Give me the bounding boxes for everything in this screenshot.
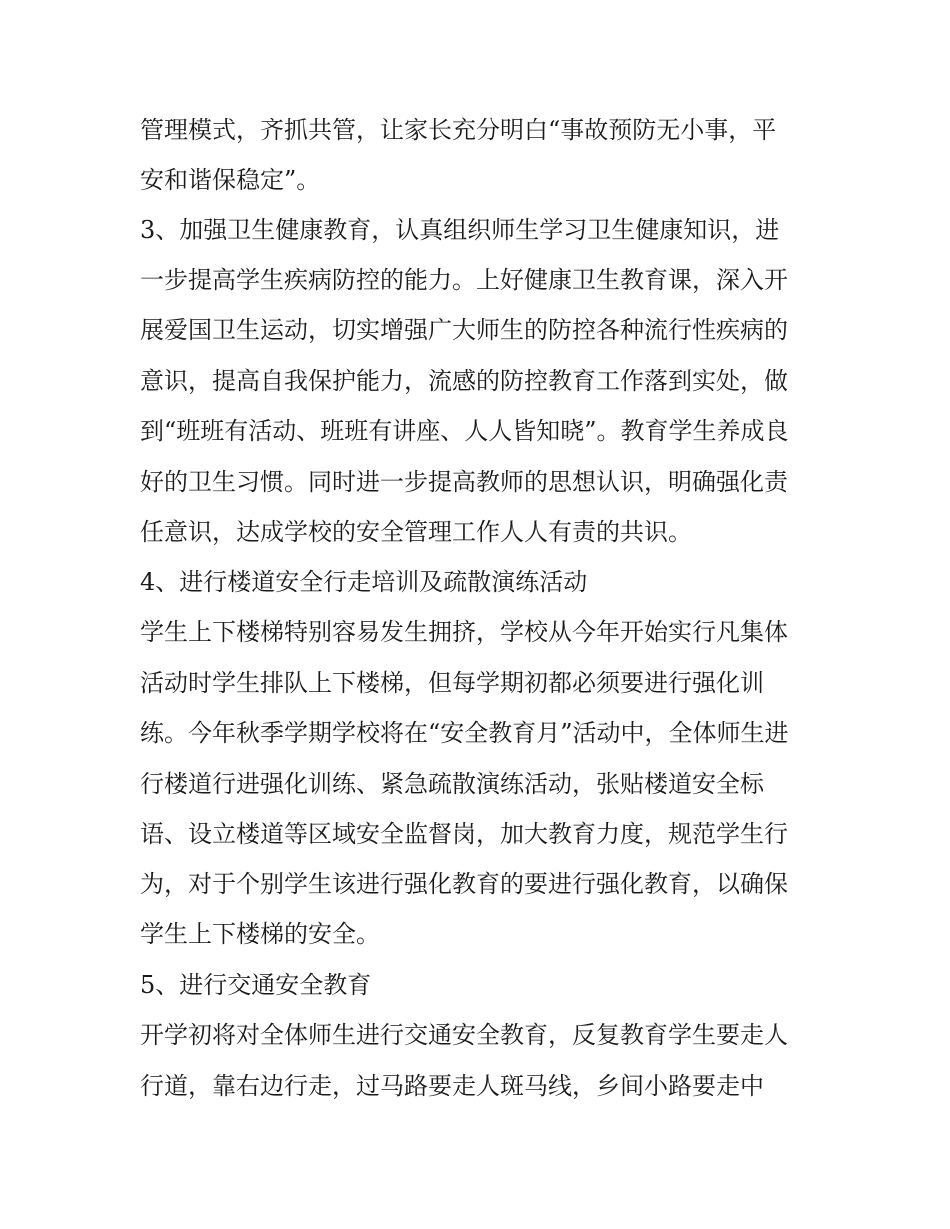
text-line: 行楼道行进强化训练、紧急疏散演练活动，张贴楼道安全标: [140, 770, 764, 798]
text-line: 活动时学生排队上下楼梯，但每学期初都必须要进行强化训: [140, 669, 764, 697]
text-line: 管理模式，齐抓共管，让家长充分明白“事故预防无小事，平: [140, 116, 777, 144]
text-line: 学生上下楼梯的安全。: [140, 920, 380, 948]
text-line: 语、设立楼道等区域安全监督岗，加大教育力度，规范学生行: [140, 820, 788, 848]
text-line: 开学初将对全体师生进行交通安全教育，反复教育学生要走人: [140, 1021, 788, 1049]
section-heading: 3、加强卫生健康教育，认真组织师生学习卫生健康知识，进: [140, 216, 780, 244]
section-heading: 4、进行楼道安全行走培训及疏散演练活动: [140, 568, 588, 596]
text-line: 展爱国卫生运动，切实增强广大师生的防控各种流行性疾病的: [140, 316, 788, 344]
text-line: 学生上下楼梯特别容易发生拥挤，学校从今年开始实行凡集体: [140, 618, 788, 646]
text-line: 一步提高学生疾病防控的能力。上好健康卫生教育课，深入开: [140, 266, 788, 294]
text-line: 行道，靠右边行走，过马路要走人斑马线，乡间小路要走中: [140, 1072, 764, 1100]
text-line: 安和谐保稳定”。: [140, 166, 321, 194]
section-heading: 5、进行交通安全教育: [140, 971, 372, 999]
text-line: 意识，提高自我保护能力，流感的防控教育工作落到实处，做: [140, 367, 788, 395]
text-line: 练。今年秋季学期学校将在“安全教育月”活动中，全体师生进: [140, 719, 789, 747]
text-line: 为，对于个别学生该进行强化教育的要进行强化教育，以确保: [140, 870, 788, 898]
text-line: 到“班班有活动、班班有讲座、人人皆知晓”。教育学生养成良: [140, 417, 789, 445]
text-line: 好的卫生习惯。同时进一步提高教师的思想认识，明确强化责: [140, 468, 788, 496]
text-line: 任意识，达成学校的安全管理工作人人有责的共识。: [140, 518, 692, 546]
